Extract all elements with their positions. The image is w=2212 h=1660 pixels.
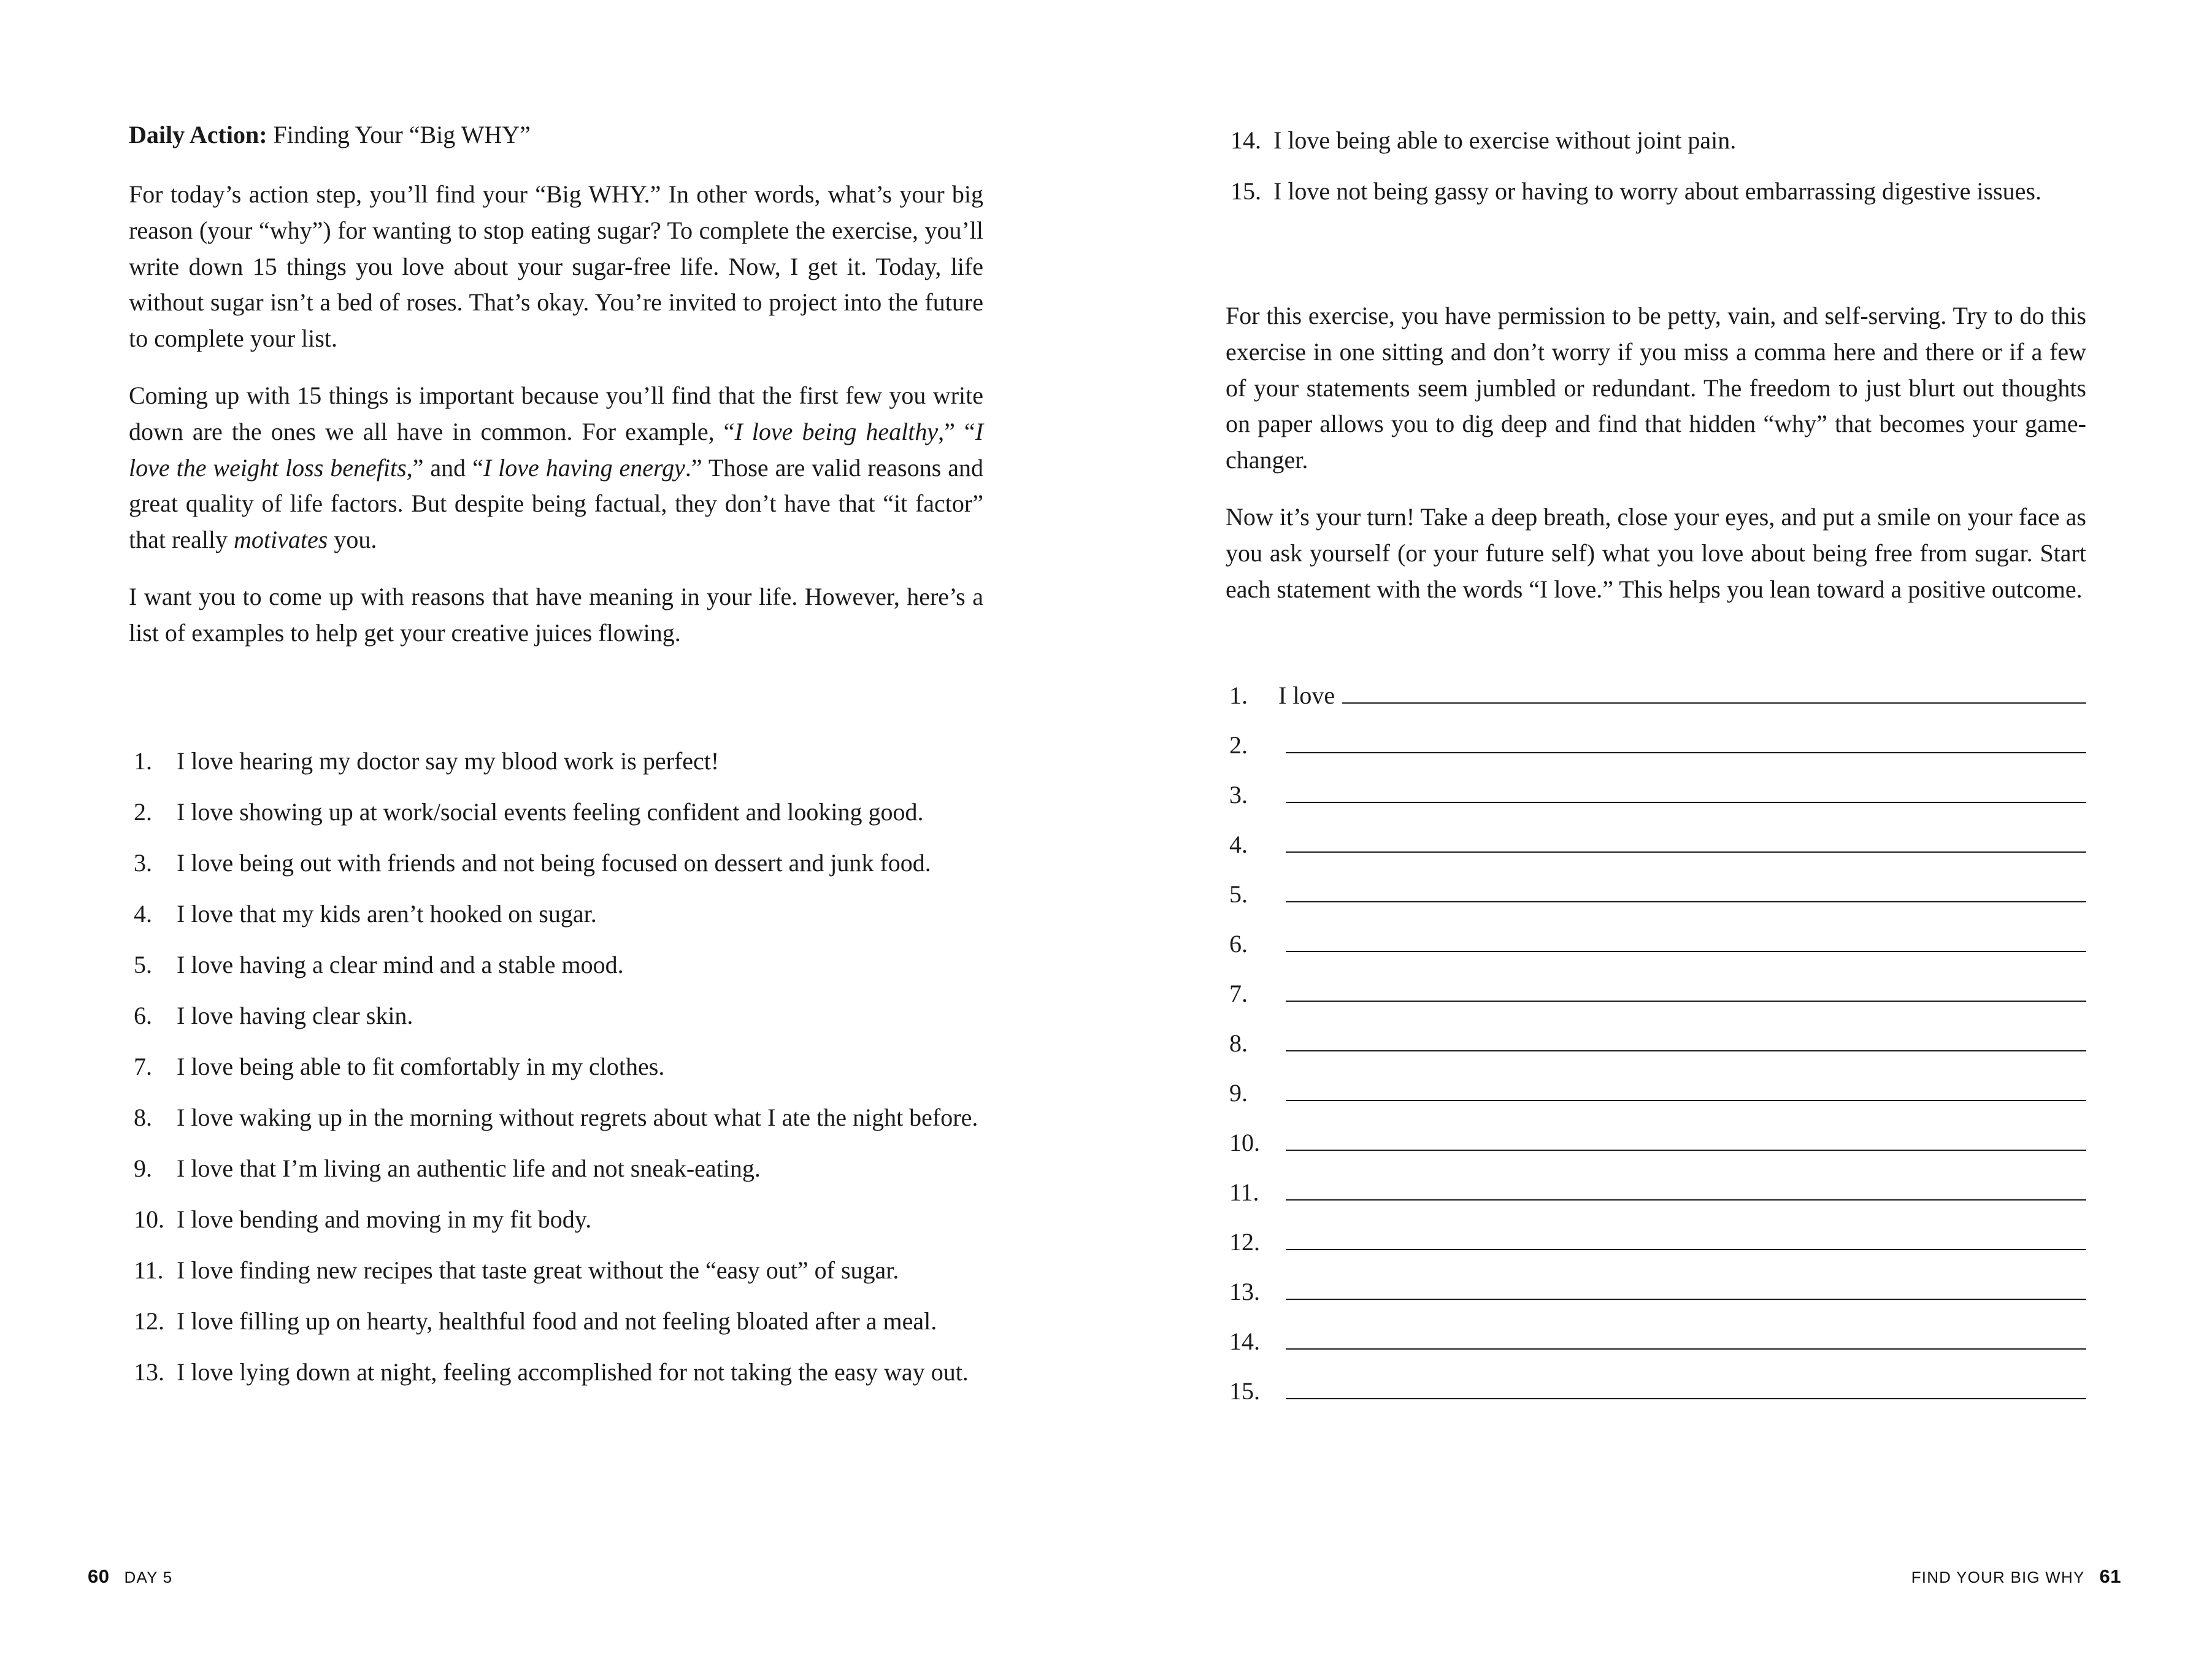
write-in-rule[interactable] (1286, 1328, 2086, 1350)
daily-action-heading (129, 123, 983, 147)
write-in-row[interactable] (1226, 880, 2086, 909)
folio-left (88, 1566, 172, 1588)
list-item (1226, 174, 2086, 209)
list-item (129, 794, 983, 830)
list-item-text: I love that my kids aren’t hooked on sugar. (177, 899, 597, 928)
list-item (129, 1100, 983, 1135)
list-item-text: I love lying down at night, feeling accomplished for not taking the easy way out. (177, 1358, 969, 1386)
write-in-rule[interactable] (1342, 682, 2086, 704)
write-in-rule[interactable] (1286, 731, 2086, 753)
spacer (1226, 607, 2086, 681)
list-item (129, 744, 983, 779)
write-in-rule[interactable] (1286, 980, 2086, 1002)
list-item (129, 1253, 983, 1288)
list-item-number: 13. (134, 1358, 164, 1386)
write-in-row[interactable] (1226, 780, 2086, 809)
write-in-rule[interactable] (1286, 1178, 2086, 1201)
write-in-prefix: I love (1278, 682, 1335, 710)
list-item-text: I love having clear skin. (177, 1001, 413, 1029)
write-in-number: 1. (1229, 682, 1248, 710)
write-in-row[interactable] (1226, 1228, 2086, 1256)
write-in-number: 15. (1229, 1377, 1260, 1405)
write-in-row[interactable] (1226, 1029, 2086, 1058)
list-item-text: I love having a clear mind and a stable mood. (177, 950, 624, 978)
list-item (1226, 123, 2086, 158)
list-item (129, 1151, 983, 1186)
list-item-number: 6. (134, 1001, 152, 1029)
p2-italic2: I love the weight loss benefits (129, 417, 984, 482)
list-item (129, 947, 983, 983)
folio-right (1911, 1566, 2121, 1588)
list-item (129, 896, 983, 932)
list-item-text: I love filling up on hearty, healthful food and not feeling bloated after a meal. (177, 1307, 937, 1335)
p2-part2: ,” “ (938, 417, 975, 445)
write-in-rule[interactable] (1286, 1079, 2086, 1101)
write-in-rule[interactable] (1286, 831, 2086, 853)
list-item-number: 1. (134, 747, 152, 775)
write-in-number: 14. (1229, 1328, 1260, 1356)
list-item-number: 14. (1231, 126, 1261, 154)
list-item-text: I love waking up in the morning without regrets about what I ate the night before. (177, 1103, 978, 1131)
write-in-number: 9. (1229, 1079, 1248, 1107)
p2-part3: ,” and “ (406, 453, 483, 482)
write-in-number: 13. (1229, 1278, 1260, 1306)
list-item (129, 1355, 983, 1390)
left-paragraph-1: For today’s action step, you’ll find your “Big WHY.” In other words, what’s your big reason (your “why”) for wanting to stop eating sugar? To complete the exercise, you’ll write down 15 things you love about your sugar-free life. Now, I get it. Today, life without sugar isn’t a bed of roses. That’s okay. You’re invited to project into the future to complete your list. (129, 180, 983, 353)
spacer (1226, 225, 2086, 298)
write-in-rule[interactable] (1286, 1029, 2086, 1051)
list-item-number: 15. (1231, 177, 1261, 205)
p2-italic4: motivates (234, 526, 328, 554)
list-item (129, 998, 983, 1034)
running-head-label: DAY 5 (124, 1568, 173, 1586)
list-item-text: I love being able to exercise without joint pain. (1273, 126, 1737, 154)
right-page (1106, 0, 2212, 1660)
list-item-text: I love not being gassy or having to worry about embarrassing digestive issues. (1273, 177, 2041, 205)
write-in-list[interactable] (1226, 681, 2086, 1405)
list-item-text: I love showing up at work/social events feeling confident and looking good. (177, 797, 924, 826)
list-item-text: I love finding new recipes that taste great without the “easy out” of sugar. (177, 1256, 899, 1284)
list-item-text: I love hearing my doctor say my blood work is perfect! (177, 747, 720, 775)
p2-part4: .” Those are valid reasons and great quality of life factors. But despite being factual, they don’t have that “it factor” that really (129, 453, 984, 554)
list-item (129, 845, 983, 881)
write-in-rule[interactable] (1286, 880, 2086, 902)
write-in-number: 8. (1229, 1029, 1248, 1058)
write-in-row[interactable] (1226, 929, 2086, 958)
list-item-number: 9. (134, 1154, 152, 1182)
list-item-text: I love being able to fit comfortably in my clothes. (177, 1052, 665, 1080)
list-item-number: 7. (134, 1052, 152, 1080)
running-head-label: FIND YOUR BIG WHY (1911, 1568, 2085, 1586)
p2-part1: Coming up with 15 things is important because you’ll find that the first few you write down are the ones we all have in common. For example, “ (129, 381, 983, 445)
write-in-rule[interactable] (1286, 1278, 2086, 1300)
write-in-number: 11. (1229, 1178, 1259, 1207)
left-page-content (129, 123, 983, 1390)
write-in-number: 3. (1229, 781, 1248, 809)
write-in-row[interactable] (1226, 1078, 2086, 1107)
write-in-row[interactable] (1226, 1128, 2086, 1157)
write-in-number: 6. (1229, 930, 1248, 958)
list-item-number: 10. (134, 1205, 164, 1233)
write-in-row[interactable] (1226, 1178, 2086, 1207)
right-paragraph-1: For this exercise, you have permission to be petty, vain, and self-serving. Try to do this exercise in one sitting and don’t worry if you miss a comma here and there or if a few of your statements seem jumbled or redundant. The freedom to just blurt out thoughts on paper allows you to dig deep and find that hidden “why” that becomes your game-changer. (1226, 302, 2086, 474)
write-in-rule[interactable] (1286, 930, 2086, 952)
write-in-number: 10. (1229, 1129, 1260, 1157)
write-in-row[interactable] (1226, 830, 2086, 859)
list-item (129, 1049, 983, 1085)
write-in-row[interactable] (1226, 1327, 2086, 1356)
write-in-rule[interactable] (1286, 1129, 2086, 1151)
p2-part5: you. (328, 526, 377, 554)
list-item-number: 12. (134, 1307, 164, 1335)
list-item-text: I love bending and moving in my fit body. (177, 1205, 592, 1233)
continued-example-list (1226, 123, 2086, 209)
list-item (129, 1304, 983, 1339)
list-item-text: I love that I’m living an authentic life and not sneak-eating. (177, 1154, 761, 1182)
write-in-rule[interactable] (1286, 781, 2086, 803)
list-item-text: I love being out with friends and not being focused on dessert and junk food. (177, 848, 931, 877)
write-in-rule[interactable] (1286, 1377, 2086, 1399)
list-item-number: 11. (134, 1256, 164, 1284)
write-in-row[interactable] (1226, 1377, 2086, 1405)
example-list (129, 744, 983, 1390)
right-page-content (1226, 123, 2086, 1405)
list-item-number: 4. (134, 899, 152, 928)
daily-action-title: Finding Your “Big WHY” (267, 121, 531, 148)
write-in-row[interactable] (1226, 1277, 2086, 1306)
left-paragraph-2 (129, 378, 983, 558)
right-paragraph-2: Now it’s your turn! Take a deep breath, close your eyes, and put a smile on your face as you ask yourself (or your future self) what you love about being free from sugar. Start each statement with the words “I love.” This helps you lean toward a positive outcome. (1226, 502, 2086, 603)
p2-italic3: I love having energy (483, 453, 685, 482)
page-number: 60 (88, 1566, 110, 1587)
write-in-number: 12. (1229, 1228, 1260, 1256)
list-item-number: 8. (134, 1103, 152, 1131)
list-item-number: 2. (134, 797, 152, 826)
write-in-number: 7. (1229, 980, 1248, 1008)
page-number: 61 (2099, 1566, 2121, 1587)
spacer (129, 651, 983, 744)
left-paragraph-3: I want you to come up with reasons that have meaning in your life. However, here’s a list of examples to help get your creative juices flowing. (129, 582, 983, 647)
daily-action-label: Daily Action: (129, 121, 267, 148)
write-in-row[interactable] (1226, 979, 2086, 1008)
p2-italic1: I love being healthy (734, 417, 939, 445)
write-in-row[interactable] (1226, 681, 2086, 710)
write-in-number: 4. (1229, 831, 1248, 859)
write-in-row[interactable] (1226, 731, 2086, 759)
list-item (129, 1202, 983, 1237)
write-in-rule[interactable] (1286, 1228, 2086, 1250)
list-item-number: 5. (134, 950, 152, 978)
write-in-number: 2. (1229, 731, 1248, 759)
write-in-number: 5. (1229, 880, 1248, 909)
list-item-number: 3. (134, 848, 152, 877)
